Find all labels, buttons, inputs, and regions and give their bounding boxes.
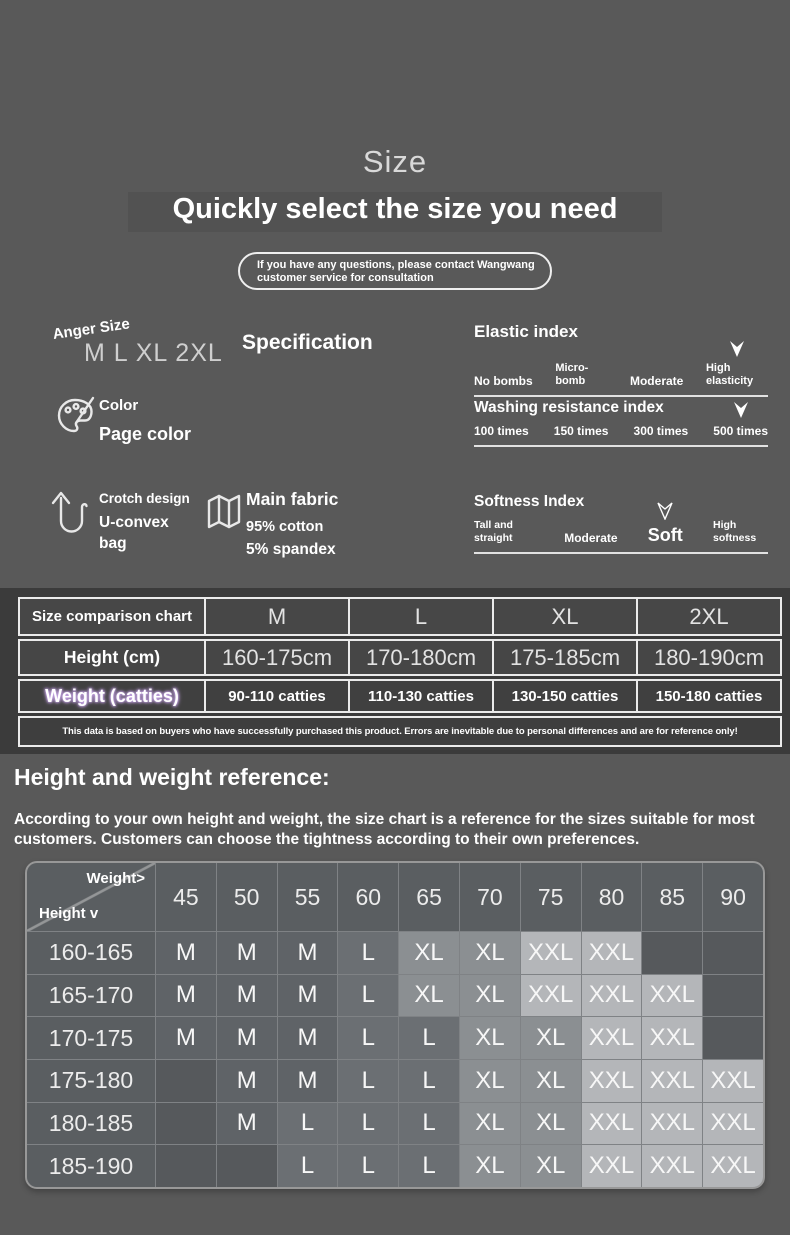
fabric-spandex-text: 5% spandex xyxy=(246,541,336,558)
crotch-design-value: U-convex bag xyxy=(99,514,169,552)
matrix-cell: L xyxy=(338,1103,398,1145)
matrix-cell: L xyxy=(338,975,398,1017)
size-column-header: 2XL xyxy=(636,599,780,634)
matrix-corner-cell xyxy=(27,863,155,931)
size-column-header: M xyxy=(204,599,348,634)
size-comparison-table xyxy=(18,597,782,750)
elastic-option: No bombs xyxy=(474,374,533,388)
matrix-cell: XXL xyxy=(642,1060,702,1102)
fabric-icon xyxy=(204,492,244,532)
arrow-down-icon xyxy=(729,340,745,358)
matrix-weight-header: 80 xyxy=(582,863,642,931)
matrix-cell: L xyxy=(338,1017,398,1059)
footnote-text: This data is based on buyers who have successfully purchased this product. Errors are inevitable due to personal differences and are for reference only! xyxy=(62,726,738,737)
matrix-cell: XXL xyxy=(521,932,581,974)
matrix-cell: M xyxy=(217,975,277,1017)
footnote-row xyxy=(18,716,782,747)
page-title: Size xyxy=(362,144,428,179)
matrix-cell xyxy=(156,1060,216,1102)
matrix-cell: L xyxy=(399,1145,459,1187)
matrix-weight-header: 70 xyxy=(460,863,520,931)
divider xyxy=(474,395,768,397)
softness-option: Tall and straight xyxy=(474,519,513,544)
matrix-cell: M xyxy=(217,1017,277,1059)
matrix-cell: XL xyxy=(521,1017,581,1059)
weight-value: 150-180 catties xyxy=(636,681,780,711)
softness-index-block xyxy=(474,492,768,554)
reference-heading: Height and weight reference: xyxy=(14,764,330,790)
matrix-cell: M xyxy=(278,1060,338,1102)
divider xyxy=(474,445,768,447)
matrix-cell xyxy=(703,1017,763,1059)
matrix-height-label: 165-170 xyxy=(27,975,155,1017)
matrix-cell xyxy=(217,1145,277,1187)
matrix-cell: M xyxy=(278,1017,338,1059)
matrix-cell: M xyxy=(278,932,338,974)
crotch-design-label: Crotch design xyxy=(99,491,190,506)
color-label: Color xyxy=(99,397,139,414)
elastic-options xyxy=(474,350,768,388)
matrix-cell xyxy=(703,932,763,974)
size-column-header: L xyxy=(348,599,492,634)
color-value: Page color xyxy=(99,424,192,444)
arrow-down-outline-icon xyxy=(657,502,673,520)
matrix-cell: L xyxy=(278,1103,338,1145)
height-row-label: Height (cm) xyxy=(63,647,161,667)
height-value: 180-190cm xyxy=(636,641,780,674)
page-subtitle: Quickly select the size you need xyxy=(172,193,618,225)
softness-index-title: Softness Index xyxy=(474,493,585,510)
matrix-weight-header: 55 xyxy=(278,863,338,931)
matrix-cell: XL xyxy=(460,932,520,974)
matrix-weight-header: 65 xyxy=(399,863,459,931)
arrow-down-icon xyxy=(733,401,749,419)
washing-index-title: Washing resistance index xyxy=(474,399,664,416)
matrix-cell: XXL xyxy=(582,1145,642,1187)
matrix-cell: XXL xyxy=(703,1103,763,1145)
comparison-header-row xyxy=(18,597,782,636)
matrix-cell: L xyxy=(399,1017,459,1059)
fabric-cotton-text: 95% cotton xyxy=(246,519,324,535)
matrix-cell: L xyxy=(278,1145,338,1187)
matrix-cell: M xyxy=(217,1103,277,1145)
customer-service-notice xyxy=(238,252,552,290)
washing-option: 300 times xyxy=(633,424,689,438)
matrix-cell: XXL xyxy=(703,1145,763,1187)
weight-row-label: Weight (catties) xyxy=(45,685,179,706)
matrix-cell: M xyxy=(156,1017,216,1059)
corner-weight-label: Weight> xyxy=(86,870,145,887)
matrix-cell: L xyxy=(338,932,398,974)
size-column-header: XL xyxy=(492,599,636,634)
matrix-cell: L xyxy=(338,1060,398,1102)
matrix-cell: XL xyxy=(460,1145,520,1187)
matrix-cell: XXL xyxy=(582,932,642,974)
comparison-title: Size comparison chart xyxy=(31,608,193,625)
elastic-option: Micro-bomb xyxy=(555,362,589,387)
matrix-cell: XXL xyxy=(582,1060,642,1102)
palette-icon xyxy=(55,392,97,438)
matrix-height-label: 185-190 xyxy=(27,1145,155,1187)
matrix-height-label: 160-165 xyxy=(27,932,155,974)
washing-option: 100 times xyxy=(474,424,529,438)
matrix-height-label: 180-185 xyxy=(27,1103,155,1145)
matrix-weight-header: 90 xyxy=(703,863,763,931)
matrix-cell xyxy=(156,1145,216,1187)
height-row xyxy=(18,639,782,676)
matrix-cell: XXL xyxy=(642,1145,702,1187)
height-weight-matrix xyxy=(25,861,765,1189)
matrix-cell: XXL xyxy=(703,1060,763,1102)
matrix-cell: XL xyxy=(521,1145,581,1187)
u-arrow-icon xyxy=(48,488,90,546)
matrix-cell: L xyxy=(399,1103,459,1145)
elastic-option-selected: High elasticity xyxy=(706,362,768,388)
weight-value: 110-130 catties xyxy=(348,681,492,711)
washing-options xyxy=(474,425,768,438)
matrix-cell: XXL xyxy=(582,1103,642,1145)
matrix-weight-header: 60 xyxy=(338,863,398,931)
matrix-cell: M xyxy=(217,1060,277,1102)
divider xyxy=(474,552,768,554)
elastic-option: Moderate xyxy=(629,374,684,388)
matrix-cell: XXL xyxy=(521,975,581,1017)
matrix-cell: XXL xyxy=(642,1103,702,1145)
matrix-cell: XXL xyxy=(642,975,702,1017)
weight-value: 130-150 catties xyxy=(492,681,636,711)
matrix-weight-header: 75 xyxy=(521,863,581,931)
matrix-weight-header: 50 xyxy=(217,863,277,931)
matrix-cell: XL xyxy=(460,1103,520,1145)
matrix-cell: XL xyxy=(460,1017,520,1059)
size-options-list: M L XL 2XL xyxy=(84,339,223,367)
matrix-cell: XL xyxy=(399,932,459,974)
height-value: 175-185cm xyxy=(492,641,636,674)
height-value: 170-180cm xyxy=(348,641,492,674)
matrix-cell: XL xyxy=(521,1060,581,1102)
matrix-cell: XL xyxy=(460,975,520,1017)
matrix-weight-header: 85 xyxy=(642,863,702,931)
matrix-cell: L xyxy=(338,1145,398,1187)
reference-paragraph: According to your own height and weight, the size chart is a reference for the sizes suitable for most customers. Customers can choose the tightness according to their own preferences. xyxy=(14,811,755,848)
matrix-cell: XXL xyxy=(642,1017,702,1059)
notice-text: If you have any questions, please contact Wangwang customer service for consultation xyxy=(257,259,535,284)
weight-row xyxy=(18,679,782,713)
specification-heading: Specification xyxy=(242,331,373,354)
matrix-cell: XL xyxy=(521,1103,581,1145)
matrix-cell: M xyxy=(156,975,216,1017)
softness-options xyxy=(474,519,768,545)
matrix-cell: XL xyxy=(460,1060,520,1102)
elastic-index-title: Elastic index xyxy=(474,322,578,341)
washing-option: 150 times xyxy=(553,424,609,438)
matrix-cell: L xyxy=(399,1060,459,1102)
elastic-index-block xyxy=(474,322,768,397)
washing-option-selected: 500 times xyxy=(713,425,768,438)
matrix-cell xyxy=(642,932,702,974)
washing-index-block xyxy=(474,398,768,447)
height-value: 160-175cm xyxy=(204,641,348,674)
softness-option-selected: Soft xyxy=(648,526,683,545)
matrix-cell: M xyxy=(278,975,338,1017)
softness-option: High softness xyxy=(713,519,757,544)
weight-value: 90-110 catties xyxy=(204,681,348,711)
matrix-cell: M xyxy=(217,932,277,974)
size-section-label: Anger Size xyxy=(51,315,131,343)
size-matrix xyxy=(27,863,763,1187)
matrix-height-label: 175-180 xyxy=(27,1060,155,1102)
matrix-cell: XL xyxy=(399,975,459,1017)
main-fabric-label: Main fabric xyxy=(246,489,339,509)
matrix-cell: XXL xyxy=(582,975,642,1017)
matrix-cell: XXL xyxy=(582,1017,642,1059)
matrix-cell xyxy=(156,1103,216,1145)
matrix-cell: M xyxy=(156,932,216,974)
matrix-cell xyxy=(703,975,763,1017)
softness-option: Moderate xyxy=(564,531,618,545)
matrix-weight-header: 45 xyxy=(156,863,216,931)
corner-height-label: Height v xyxy=(39,905,99,922)
matrix-height-label: 170-175 xyxy=(27,1017,155,1059)
